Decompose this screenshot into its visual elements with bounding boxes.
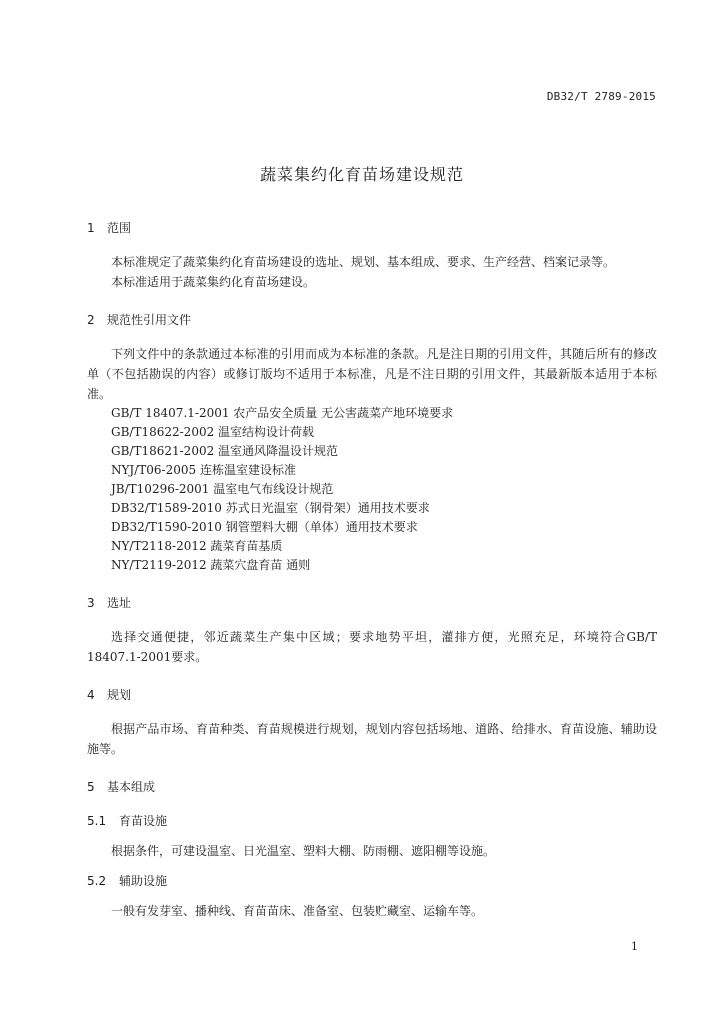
subsection-heading-nursery-facilities <box>87 811 657 831</box>
reference-item: GB/T18621-2002 温室通风降温设计规范 <box>111 444 339 458</box>
section-heading-references <box>87 310 657 330</box>
section-number: 1 <box>87 221 95 235</box>
section-title: 规范性引用文件 <box>107 313 192 327</box>
reference-list <box>87 404 657 575</box>
section-heading-scope <box>87 218 657 238</box>
section-heading-site <box>87 593 657 613</box>
reference-item: GB/T 18407.1-2001 农产品安全质量 无公害蔬菜产地环境要求 <box>111 406 454 420</box>
section-number: 2 <box>87 313 95 327</box>
subsection-number: 5.1 <box>87 814 107 828</box>
subsection-heading-auxiliary-facilities <box>87 871 657 891</box>
paragraph: 根据产品市场、育苗种类、育苗规模进行规划，规划内容包括场地、道路、给排水、育苗设施、辅助设施等。 <box>87 722 657 756</box>
section-number: 3 <box>87 596 95 610</box>
paragraph: 根据条件，可建设温室、日光温室、塑料大棚、防雨棚、遮阳棚等设施。 <box>111 844 496 858</box>
section-title: 规划 <box>107 688 132 702</box>
paragraph: 本标准适用于蔬菜集约化育苗场建设。 <box>111 275 316 289</box>
paragraph: 本标准规定了蔬菜集约化育苗场建设的选址、规划、基本组成、要求、生产经营、档案记录等。 <box>111 255 616 269</box>
reference-item: NY/T2118-2012 蔬菜育苗基质 <box>111 539 283 553</box>
section-number: 4 <box>87 688 95 702</box>
reference-item: NYJ/T06-2005 连栋温室建设标准 <box>111 463 296 477</box>
section-title: 范围 <box>107 221 132 235</box>
subsection-number: 5.2 <box>87 874 107 888</box>
subsection-title: 育苗设施 <box>119 814 168 828</box>
document-body <box>87 218 657 921</box>
paragraph: 一般有发芽室、播种线、育苗苗床、准备室、包装贮藏室、运输车等。 <box>111 904 484 918</box>
paragraph: 下列文件中的条款通过本标准的引用而成为本标准的条款。凡是注日期的引用文件，其随后所有的修改单（不包括勘误的内容）或修订版均不适用于本标准，凡是不注日期的引用文件，其最新版本适用于本标准。 <box>87 347 657 401</box>
page-number: 1 <box>631 940 638 953</box>
document-code: DB32/T 2789-2015 <box>546 90 656 103</box>
section-heading-planning <box>87 685 657 705</box>
reference-item: GB/T18622-2002 温室结构设计荷载 <box>111 425 315 439</box>
reference-item: JB/T10296-2001 温室电气布线设计规范 <box>111 482 334 496</box>
section-heading-composition <box>87 777 657 797</box>
document-title: 蔬菜集约化育苗场建设规范 <box>259 165 464 184</box>
section-number: 5 <box>87 780 95 794</box>
reference-item: DB32/T1590-2010 钢管塑料大棚（单体）通用技术要求 <box>111 520 418 534</box>
reference-item: NY/T2119-2012 蔬菜穴盘育苗 通则 <box>111 558 311 572</box>
subsection-title: 辅助设施 <box>119 874 168 888</box>
section-title: 选址 <box>107 596 132 610</box>
section-title: 基本组成 <box>107 780 156 794</box>
paragraph: 选择交通便捷，邻近蔬菜生产集中区域；要求地势平坦，灌排方便，光照充足，环境符合GB/T 18407.1-2001要求。 <box>87 630 657 664</box>
reference-item: DB32/T1589-2010 苏式日光温室（钢骨架）通用技术要求 <box>111 501 430 515</box>
